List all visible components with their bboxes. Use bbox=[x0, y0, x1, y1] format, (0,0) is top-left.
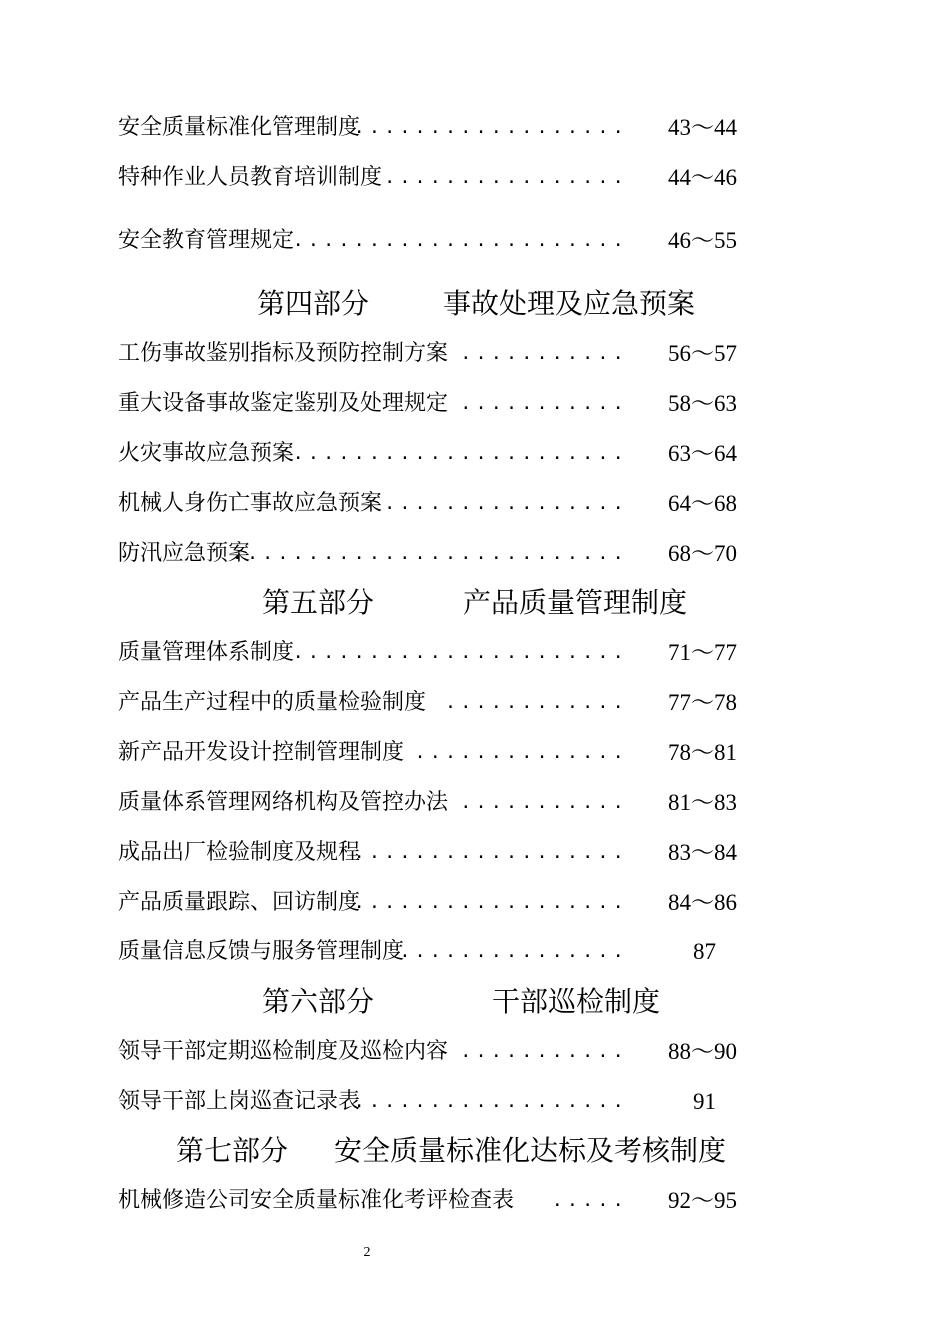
toc-entry-pages: 63～64 bbox=[668, 441, 737, 466]
toc-entry[interactable] bbox=[118, 783, 758, 823]
section-title: 安全质量标准化达标及考核制度 bbox=[334, 1134, 727, 1167]
toc-entry-title: 安全质量标准化管理制度 bbox=[118, 115, 361, 140]
section-heading-4 bbox=[0, 284, 950, 324]
toc-entry[interactable] bbox=[118, 883, 758, 923]
section-part-label: 第四部分 bbox=[257, 287, 370, 320]
toc-leader-dots: ................ bbox=[384, 167, 628, 188]
toc-leader-dots: .................. bbox=[353, 892, 628, 913]
toc-leader-dots: .................. bbox=[353, 117, 628, 138]
toc-leader-dots: .......................... bbox=[231, 543, 628, 564]
toc-entry[interactable] bbox=[118, 1032, 758, 1072]
toc-leader-dots: .................. bbox=[353, 1091, 628, 1112]
toc-leader-dots: ............ bbox=[445, 692, 628, 713]
toc-entry-title: 防汛应急预案 bbox=[118, 541, 251, 566]
toc-entry-pages: 58～63 bbox=[668, 391, 737, 416]
toc-entry-pages: 78～81 bbox=[668, 740, 737, 765]
toc-entry-pages: 46～55 bbox=[668, 228, 737, 253]
toc-leader-dots: ........... bbox=[460, 792, 628, 813]
toc-entry-title: 火灾事故应急预案 bbox=[118, 441, 295, 466]
toc-entry[interactable] bbox=[118, 1082, 758, 1122]
toc-entry-title: 产品质量跟踪、回访制度 bbox=[118, 890, 361, 915]
toc-entry[interactable] bbox=[118, 633, 758, 673]
toc-entry-pages: 87 bbox=[693, 939, 716, 964]
toc-entry-title: 成品出厂检验制度及规程 bbox=[118, 840, 361, 865]
toc-entry-pages: 68～70 bbox=[668, 541, 737, 566]
toc-entry-pages: 81～83 bbox=[668, 790, 737, 815]
toc-entry-pages: 91 bbox=[693, 1089, 716, 1114]
toc-leader-dots: .................. bbox=[353, 842, 628, 863]
toc-leader-dots: .............. bbox=[414, 742, 628, 763]
toc-leader-dots: ........... bbox=[460, 343, 628, 364]
toc-leader-dots: ...................... bbox=[292, 443, 628, 464]
toc-entry-pages: 92～95 bbox=[668, 1188, 737, 1213]
section-heading-7 bbox=[0, 1131, 950, 1171]
toc-entry-pages: 71～77 bbox=[668, 640, 737, 665]
toc-entry-title: 新产品开发设计控制管理制度 bbox=[118, 740, 405, 765]
toc-entry-title: 质量信息反馈与服务管理制度 bbox=[118, 939, 405, 964]
toc-entry-title: 领导干部上岗巡查记录表 bbox=[118, 1089, 361, 1114]
page-number: 2 bbox=[363, 1245, 371, 1260]
toc-entry[interactable] bbox=[118, 334, 758, 374]
toc-entry[interactable] bbox=[118, 833, 758, 873]
section-heading-5 bbox=[0, 583, 950, 623]
toc-entry-title: 机械人身伤亡事故应急预案 bbox=[118, 491, 383, 516]
toc-entry-pages: 64～68 bbox=[668, 491, 737, 516]
toc-entry-title: 领导干部定期巡检制度及巡检内容 bbox=[118, 1039, 449, 1064]
toc-entry-pages: 83～84 bbox=[668, 840, 737, 865]
toc-entry-pages: 56～57 bbox=[668, 341, 737, 366]
section-title: 产品质量管理制度 bbox=[463, 586, 688, 619]
toc-leader-dots: ..... bbox=[551, 1190, 628, 1211]
toc-leader-dots: ............... bbox=[399, 941, 628, 962]
toc-entry-title: 机械修造公司安全质量标准化考评检查表 bbox=[118, 1188, 515, 1213]
toc-leader-dots: ...................... bbox=[292, 230, 628, 251]
toc-entry-pages: 77～78 bbox=[668, 690, 737, 715]
toc-entry-title: 重大设备事故鉴定鉴别及处理规定 bbox=[118, 391, 449, 416]
toc-entry-pages: 43～44 bbox=[668, 115, 737, 140]
toc-entry-title: 安全教育管理规定 bbox=[118, 228, 295, 253]
toc-entry[interactable] bbox=[118, 1181, 758, 1221]
toc-entry[interactable] bbox=[118, 733, 758, 773]
section-title: 干部巡检制度 bbox=[492, 985, 661, 1018]
section-heading-6 bbox=[0, 982, 950, 1022]
toc-entry[interactable] bbox=[118, 484, 758, 524]
toc-entry[interactable] bbox=[118, 158, 758, 198]
toc-entry[interactable] bbox=[118, 534, 758, 574]
toc-leader-dots: ...................... bbox=[292, 642, 628, 663]
toc-entry[interactable] bbox=[118, 932, 758, 972]
toc-entry-title: 特种作业人员教育培训制度 bbox=[118, 165, 383, 190]
toc-entry-title: 工伤事故鉴别指标及预防控制方案 bbox=[118, 341, 449, 366]
toc-leader-dots: ........... bbox=[460, 1041, 628, 1062]
section-part-label: 第七部分 bbox=[176, 1134, 289, 1167]
toc-entry-title: 质量管理体系制度 bbox=[118, 640, 295, 665]
toc-entry[interactable] bbox=[118, 434, 758, 474]
section-title: 事故处理及应急预案 bbox=[443, 287, 696, 320]
toc-entry-pages: 84～86 bbox=[668, 890, 737, 915]
toc-entry-pages: 44～46 bbox=[668, 165, 737, 190]
toc-entry-pages: 88～90 bbox=[668, 1039, 737, 1064]
toc-entry[interactable] bbox=[118, 108, 758, 148]
toc-entry-title: 产品生产过程中的质量检验制度 bbox=[118, 690, 427, 715]
toc-leader-dots: ........... bbox=[460, 393, 628, 414]
section-part-label: 第五部分 bbox=[262, 586, 375, 619]
section-part-label: 第六部分 bbox=[262, 985, 375, 1018]
toc-entry-title: 质量体系管理网络机构及管控办法 bbox=[118, 790, 449, 815]
toc-entry[interactable] bbox=[118, 683, 758, 723]
toc-leader-dots: ................ bbox=[384, 493, 628, 514]
toc-entry[interactable] bbox=[118, 384, 758, 424]
toc-entry[interactable] bbox=[118, 221, 758, 261]
